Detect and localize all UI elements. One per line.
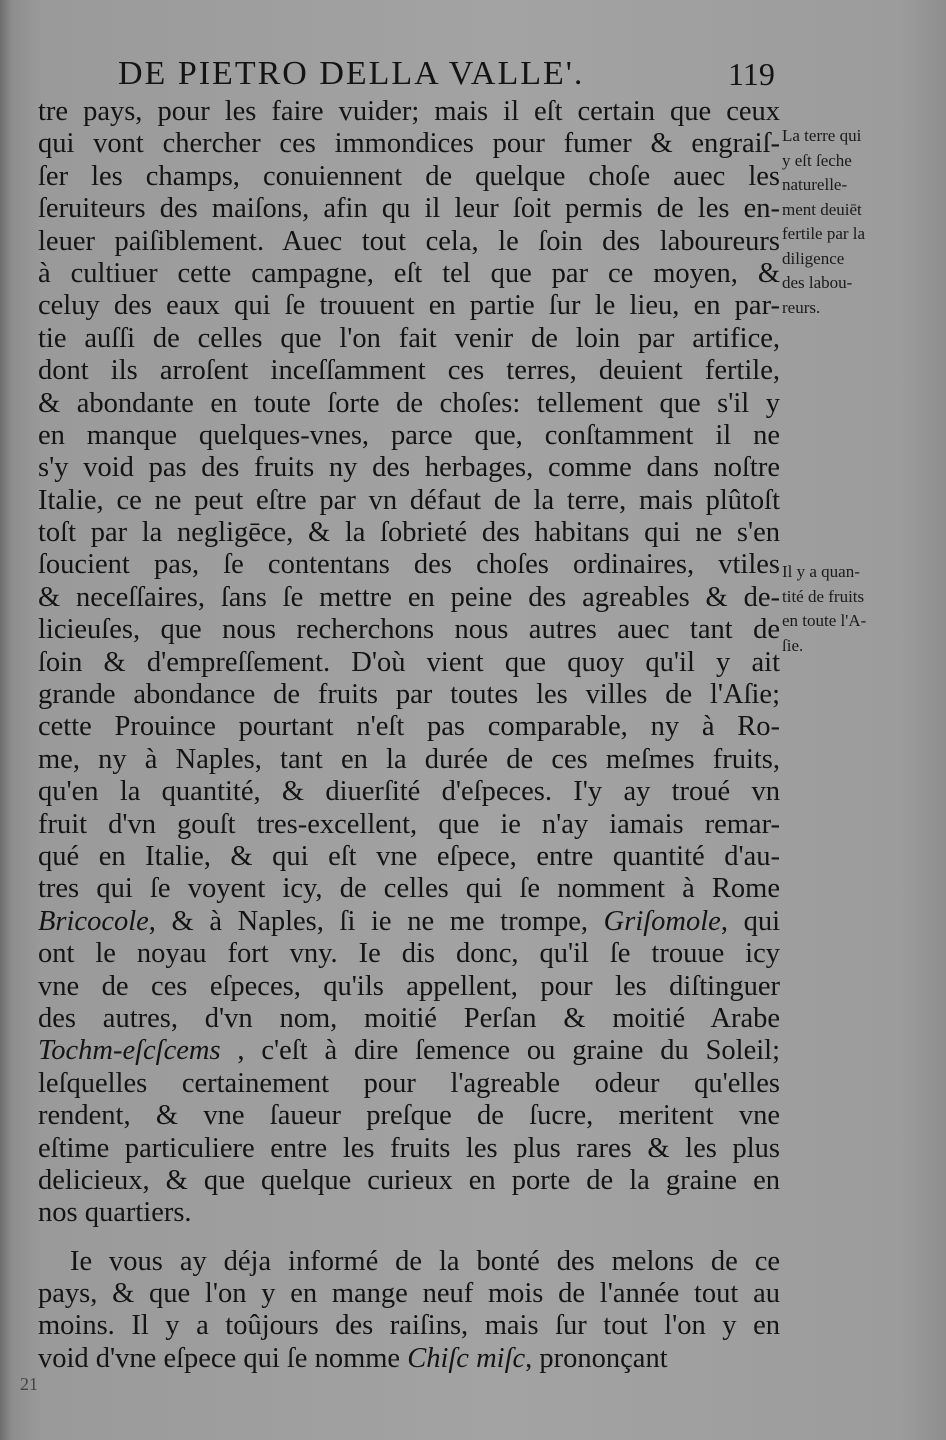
text-line: ſeruiteurs des maiſons, afin qu il leur ſoit permis de les en- bbox=[38, 193, 780, 225]
running-title: DE PIETRO DELLA VALLE'. bbox=[118, 55, 585, 92]
margin-note-line: reurs. bbox=[782, 297, 821, 317]
text-line: tre pays, pour les faire vuider; mais il eſt certain que ceux bbox=[38, 96, 780, 127]
text-line: nos quartiers. bbox=[38, 1197, 192, 1229]
text-line: eſtime particuliere entre les fruits les plus rares & les plus bbox=[38, 1132, 780, 1164]
margin-note-line: diligence bbox=[782, 248, 845, 268]
italic-term-chisc-misc: Chiſc miſc bbox=[407, 1342, 526, 1374]
text-line-26 bbox=[38, 906, 780, 938]
text-line: ſoin & d'empreſſement. D'où vient que quoy qu'il y ait bbox=[38, 646, 780, 678]
text-line: qu'en la quantité, & diuerſité d'eſpeces. I'y ay troué vn bbox=[38, 776, 780, 808]
text-line: ſoucient pas, ſe contentans des choſes ordinaires, vtiles bbox=[38, 549, 780, 581]
text-line: leuer paiſiblement. Auec tout cela, le ſoin des laboureurs bbox=[38, 225, 780, 257]
text-line-30 bbox=[38, 1035, 780, 1067]
final-line-text-2: , prononçant bbox=[525, 1342, 668, 1374]
text-line: & abondante en toute ſorte de choſes: tellement que s'il y bbox=[38, 387, 780, 419]
text-line: licieuſes, que nous recherchons nous autres auec tant de bbox=[38, 614, 780, 646]
paragraph-gap bbox=[38, 1230, 780, 1246]
margin-note-line: ment deuiēt bbox=[782, 199, 862, 219]
text-line-final bbox=[38, 1343, 780, 1375]
text-line: rendent, & vne ſaueur preſque de ſucre, meritent vne bbox=[38, 1100, 780, 1132]
text-line: celuy des eaux qui ſe trouuent en partie ſur le lieu, en par- bbox=[38, 290, 780, 322]
text-line: me, ny à Naples, tant en la durée de ces meſmes fruits, bbox=[38, 743, 780, 775]
margin-note-line: en toute l'A- bbox=[782, 611, 867, 630]
text-line: & neceſſaires, ſans ſe mettre en peine des agreables & de- bbox=[38, 581, 780, 613]
text-line: vne de ces eſpeces, qu'ils appellent, pour les diſtinguer bbox=[38, 970, 780, 1002]
paragraph-2 bbox=[38, 1246, 780, 1343]
line-26-text-1: , & à Naples, ſi ie ne me trompe, bbox=[148, 905, 604, 937]
margin-note-line: des labou- bbox=[782, 273, 853, 292]
line-30-text: , c'eſt à dire ſemence ou graine du Soleil; bbox=[220, 1035, 780, 1067]
margin-note-line: La terre qui bbox=[782, 126, 862, 145]
text-line: s'y void pas des fruits ny des herbages, comme dans noſtre bbox=[38, 452, 780, 484]
text-line: des autres, d'vn nom, moitié Perſan & moitié Arabe bbox=[38, 1002, 780, 1034]
text-line: pays, & que l'on y en mange neuf mois de l'année tout au bbox=[38, 1278, 780, 1310]
text-line: moins. Il y a toûjours des raiſins, mais ſur tout l'on y en bbox=[38, 1310, 780, 1342]
text-line: tres qui ſe voyent icy, de celles qui ſe nomment à Rome bbox=[38, 873, 780, 905]
text-line: qué en Italie, & qui eſt vne eſpece, entre quantité d'au- bbox=[38, 840, 780, 872]
italic-term-grisomole: Griſomole bbox=[603, 905, 721, 937]
margin-note-line: Il y a quan- bbox=[782, 562, 860, 581]
bottom-mark: 21 bbox=[20, 1374, 38, 1394]
paragraph-1-end bbox=[38, 1068, 780, 1230]
text-line: ſer les champs, conuiennent de quelque choſe auec les bbox=[38, 160, 780, 192]
text-line: fruit d'vn gouſt tres-excellent, que ie n'ay iamais remar- bbox=[38, 808, 780, 840]
text-line: qui vont chercher ces immondices pour fumer & engraiſ- bbox=[38, 128, 780, 160]
text-line: delicieux, & que quelque curieux en porte de la graine en bbox=[38, 1164, 780, 1196]
margin-note-line: naturelle- bbox=[782, 175, 848, 194]
text-line: grande abondance de fruits par toutes les villes de l'Aſie; bbox=[38, 679, 780, 711]
body-text bbox=[38, 96, 780, 1375]
text-line: dont ils arroſent inceſſamment ces terres, deuient fertile, bbox=[38, 355, 780, 387]
margin-note-fertile-land bbox=[782, 124, 942, 320]
margin-note-fruits-asia bbox=[782, 560, 942, 658]
text-line: Ie vous ay déja informé de la bonté des melons de ce bbox=[70, 1245, 780, 1277]
page-number: 119 bbox=[728, 56, 775, 92]
line-26-text-2: , qui bbox=[720, 905, 780, 937]
text-line: en manque quelques-vnes, parce que, conſtamment il ne bbox=[38, 419, 780, 451]
text-line: tie auſſi de celles que l'on fait venir de loin par artifice, bbox=[38, 322, 780, 354]
paragraph-1 bbox=[38, 96, 780, 906]
italic-term-tochm: Tochm-eſcſcems bbox=[38, 1035, 221, 1067]
paragraph-1-continued bbox=[38, 938, 780, 1035]
margin-note-line: tité de fruits bbox=[782, 586, 865, 606]
margin-note-line: y eſt ſeche bbox=[782, 150, 852, 170]
text-line: toſt par la negligēce, & la ſobrieté des habitans qui ne s'en bbox=[38, 517, 780, 549]
final-line-text-1: void d'vne eſpece qui ſe nomme bbox=[38, 1342, 408, 1374]
text-line: cette Prouince pourtant n'eſt pas comparable, ny à Ro- bbox=[38, 711, 780, 743]
margin-note-line: fertile par la bbox=[782, 224, 866, 243]
text-line: à cultiuer cette campagne, eſt tel que par ce moyen, & bbox=[38, 257, 780, 289]
margin-note-line: ſie. bbox=[782, 635, 804, 655]
italic-term-bricocole: Bricocole bbox=[38, 905, 149, 937]
text-line: leſquelles certainement pour l'agreable odeur qu'elles bbox=[38, 1067, 780, 1099]
text-line: Italie, ce ne peut eſtre par vn défaut de la terre, mais plûtoſt bbox=[38, 484, 780, 516]
text-line: ont le noyau fort vny. Ie dis donc, qu'il ſe trouue icy bbox=[38, 938, 780, 970]
